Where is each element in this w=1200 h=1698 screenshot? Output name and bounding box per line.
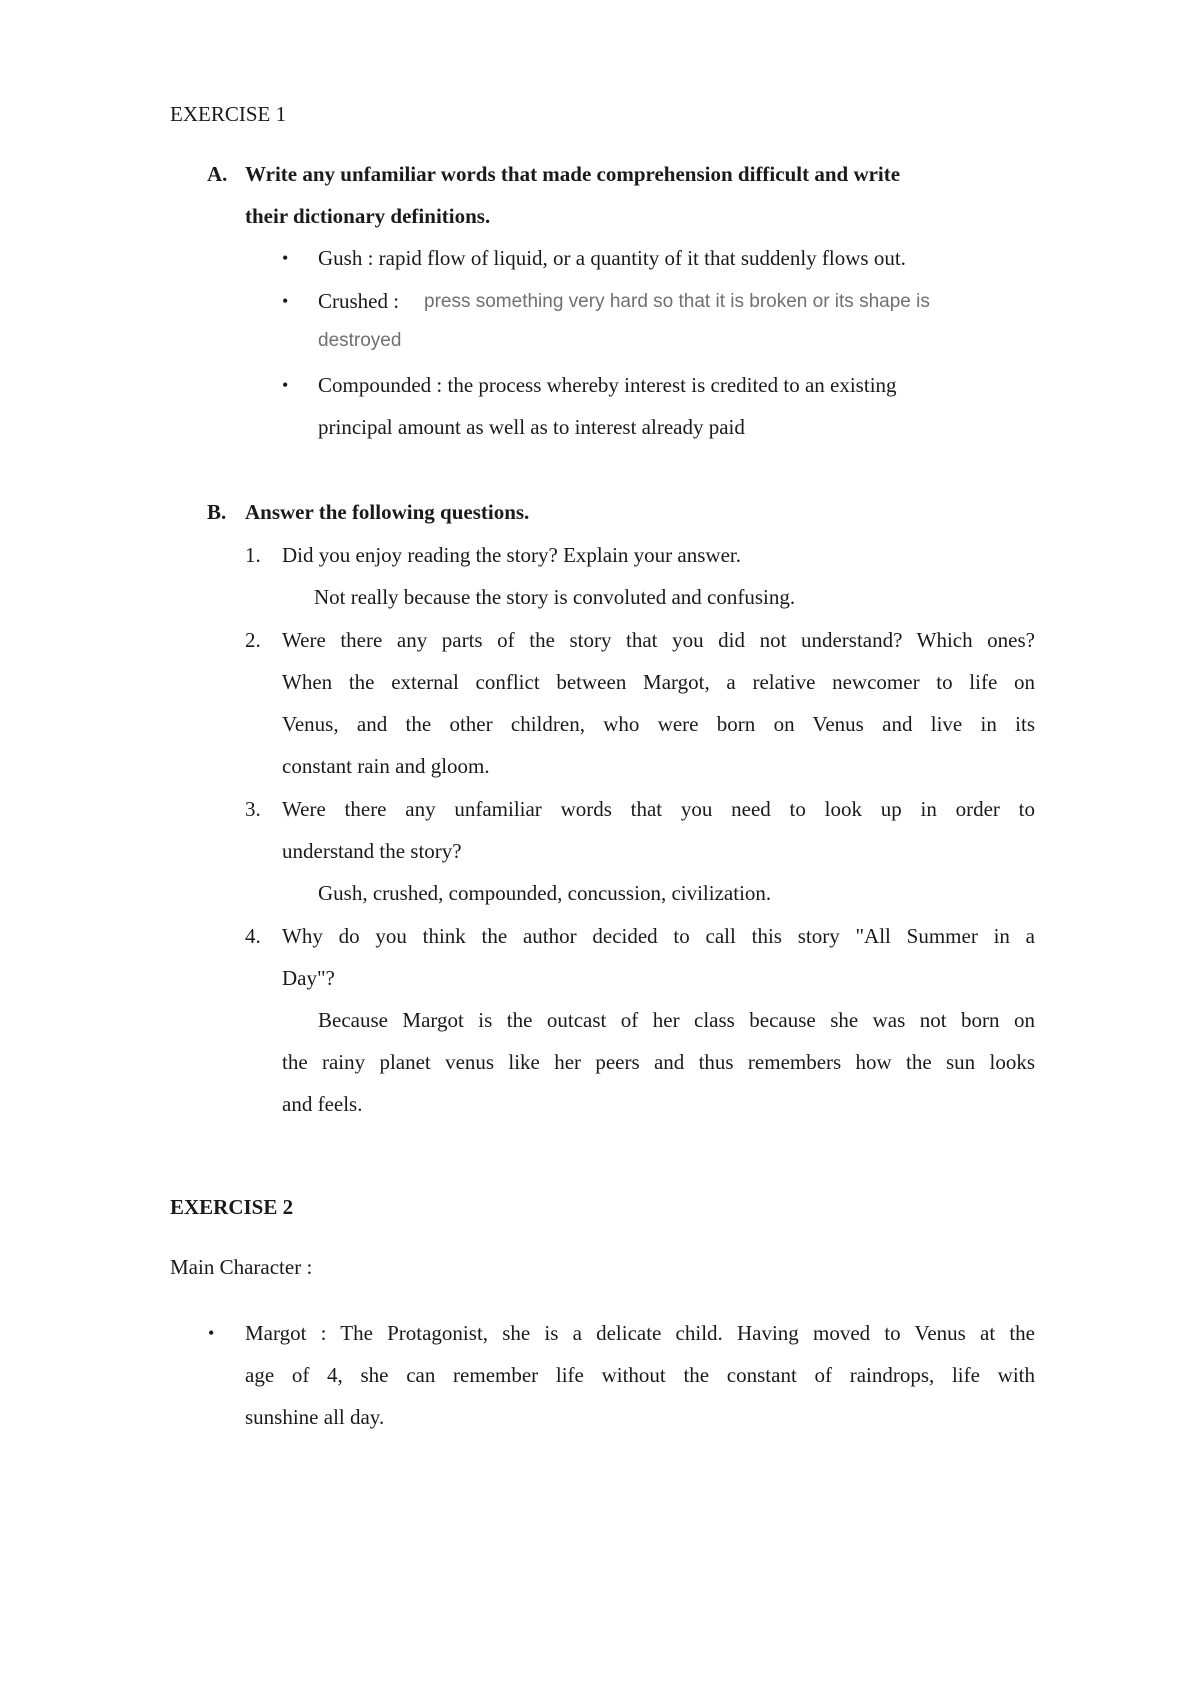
definition-compounded-line1: Compounded : the process whereby interest is credited to an existing xyxy=(318,373,897,397)
main-character-label: Main Character : xyxy=(170,1255,313,1279)
exercise2-heading: EXERCISE 2 xyxy=(170,1195,294,1219)
answer-2-line1: When the external conflict between Margot, a relative newcomer to life on xyxy=(282,670,1035,694)
bullet-icon: • xyxy=(282,291,289,311)
question-number: 3. xyxy=(245,797,261,821)
question-4-line1: Why do you think the author decided to call this story "All Summer in a xyxy=(282,924,1035,948)
answer-4-line3: and feels. xyxy=(282,1092,363,1116)
question-number: 1. xyxy=(245,543,261,567)
definition-crushed-line2: destroyed xyxy=(318,330,402,351)
definition-gush: Gush : rapid flow of liquid, or a quantity of it that suddenly flows out. xyxy=(318,246,906,270)
answer-4-line2: the rainy planet venus like her peers and thus remembers how the sun looks xyxy=(282,1050,1035,1074)
definition-compounded-line2: principal amount as well as to interest already paid xyxy=(318,415,745,439)
question-2-text: Were there any parts of the story that you did not understand? Which ones? xyxy=(282,628,1035,652)
answer-2-line3: constant rain and gloom. xyxy=(282,754,490,778)
question-3-line1: Were there any unfamiliar words that you need to look up in order to xyxy=(282,797,1035,821)
answer-2-line2: Venus, and the other children, who were born on Venus and live in its xyxy=(282,712,1035,736)
definition-crushed-line1: press something very hard so that it is broken or its shape is xyxy=(424,291,930,312)
section-a-marker: A. xyxy=(207,162,228,186)
bullet-icon: • xyxy=(282,248,289,268)
question-number: 4. xyxy=(245,924,261,948)
question-1-text: Did you enjoy reading the story? Explain your answer. xyxy=(282,543,741,567)
section-a-instruction-line1: Write any unfamiliar words that made comprehension difficult and write xyxy=(245,162,901,186)
bullet-icon: • xyxy=(208,1323,215,1343)
answer-3-text: Gush, crushed, compounded, concussion, civilization. xyxy=(318,881,772,905)
exercise1-heading: EXERCISE 1 xyxy=(170,102,287,126)
section-b-marker: B. xyxy=(207,500,227,524)
section-a-instruction-line2: their dictionary definitions. xyxy=(245,204,491,228)
margot-description-line3: sunshine all day. xyxy=(245,1405,385,1429)
answer-4-line1: Because Margot is the outcast of her class because she was not born on xyxy=(318,1008,1035,1032)
question-number: 2. xyxy=(245,628,261,652)
section-b-title: Answer the following questions. xyxy=(245,500,530,524)
bullet-icon: • xyxy=(282,375,289,395)
question-4-line2: Day"? xyxy=(282,966,335,990)
definition-crushed-term: Crushed : xyxy=(318,289,400,313)
question-3-line2: understand the story? xyxy=(282,839,462,863)
margot-description-line2: age of 4, she can remember life without the constant of raindrops, life with xyxy=(245,1363,1035,1387)
answer-1-text: Not really because the story is convoluted and confusing. xyxy=(314,585,796,609)
margot-description-line1: Margot : The Protagonist, she is a delicate child. Having moved to Venus at the xyxy=(245,1321,1035,1345)
